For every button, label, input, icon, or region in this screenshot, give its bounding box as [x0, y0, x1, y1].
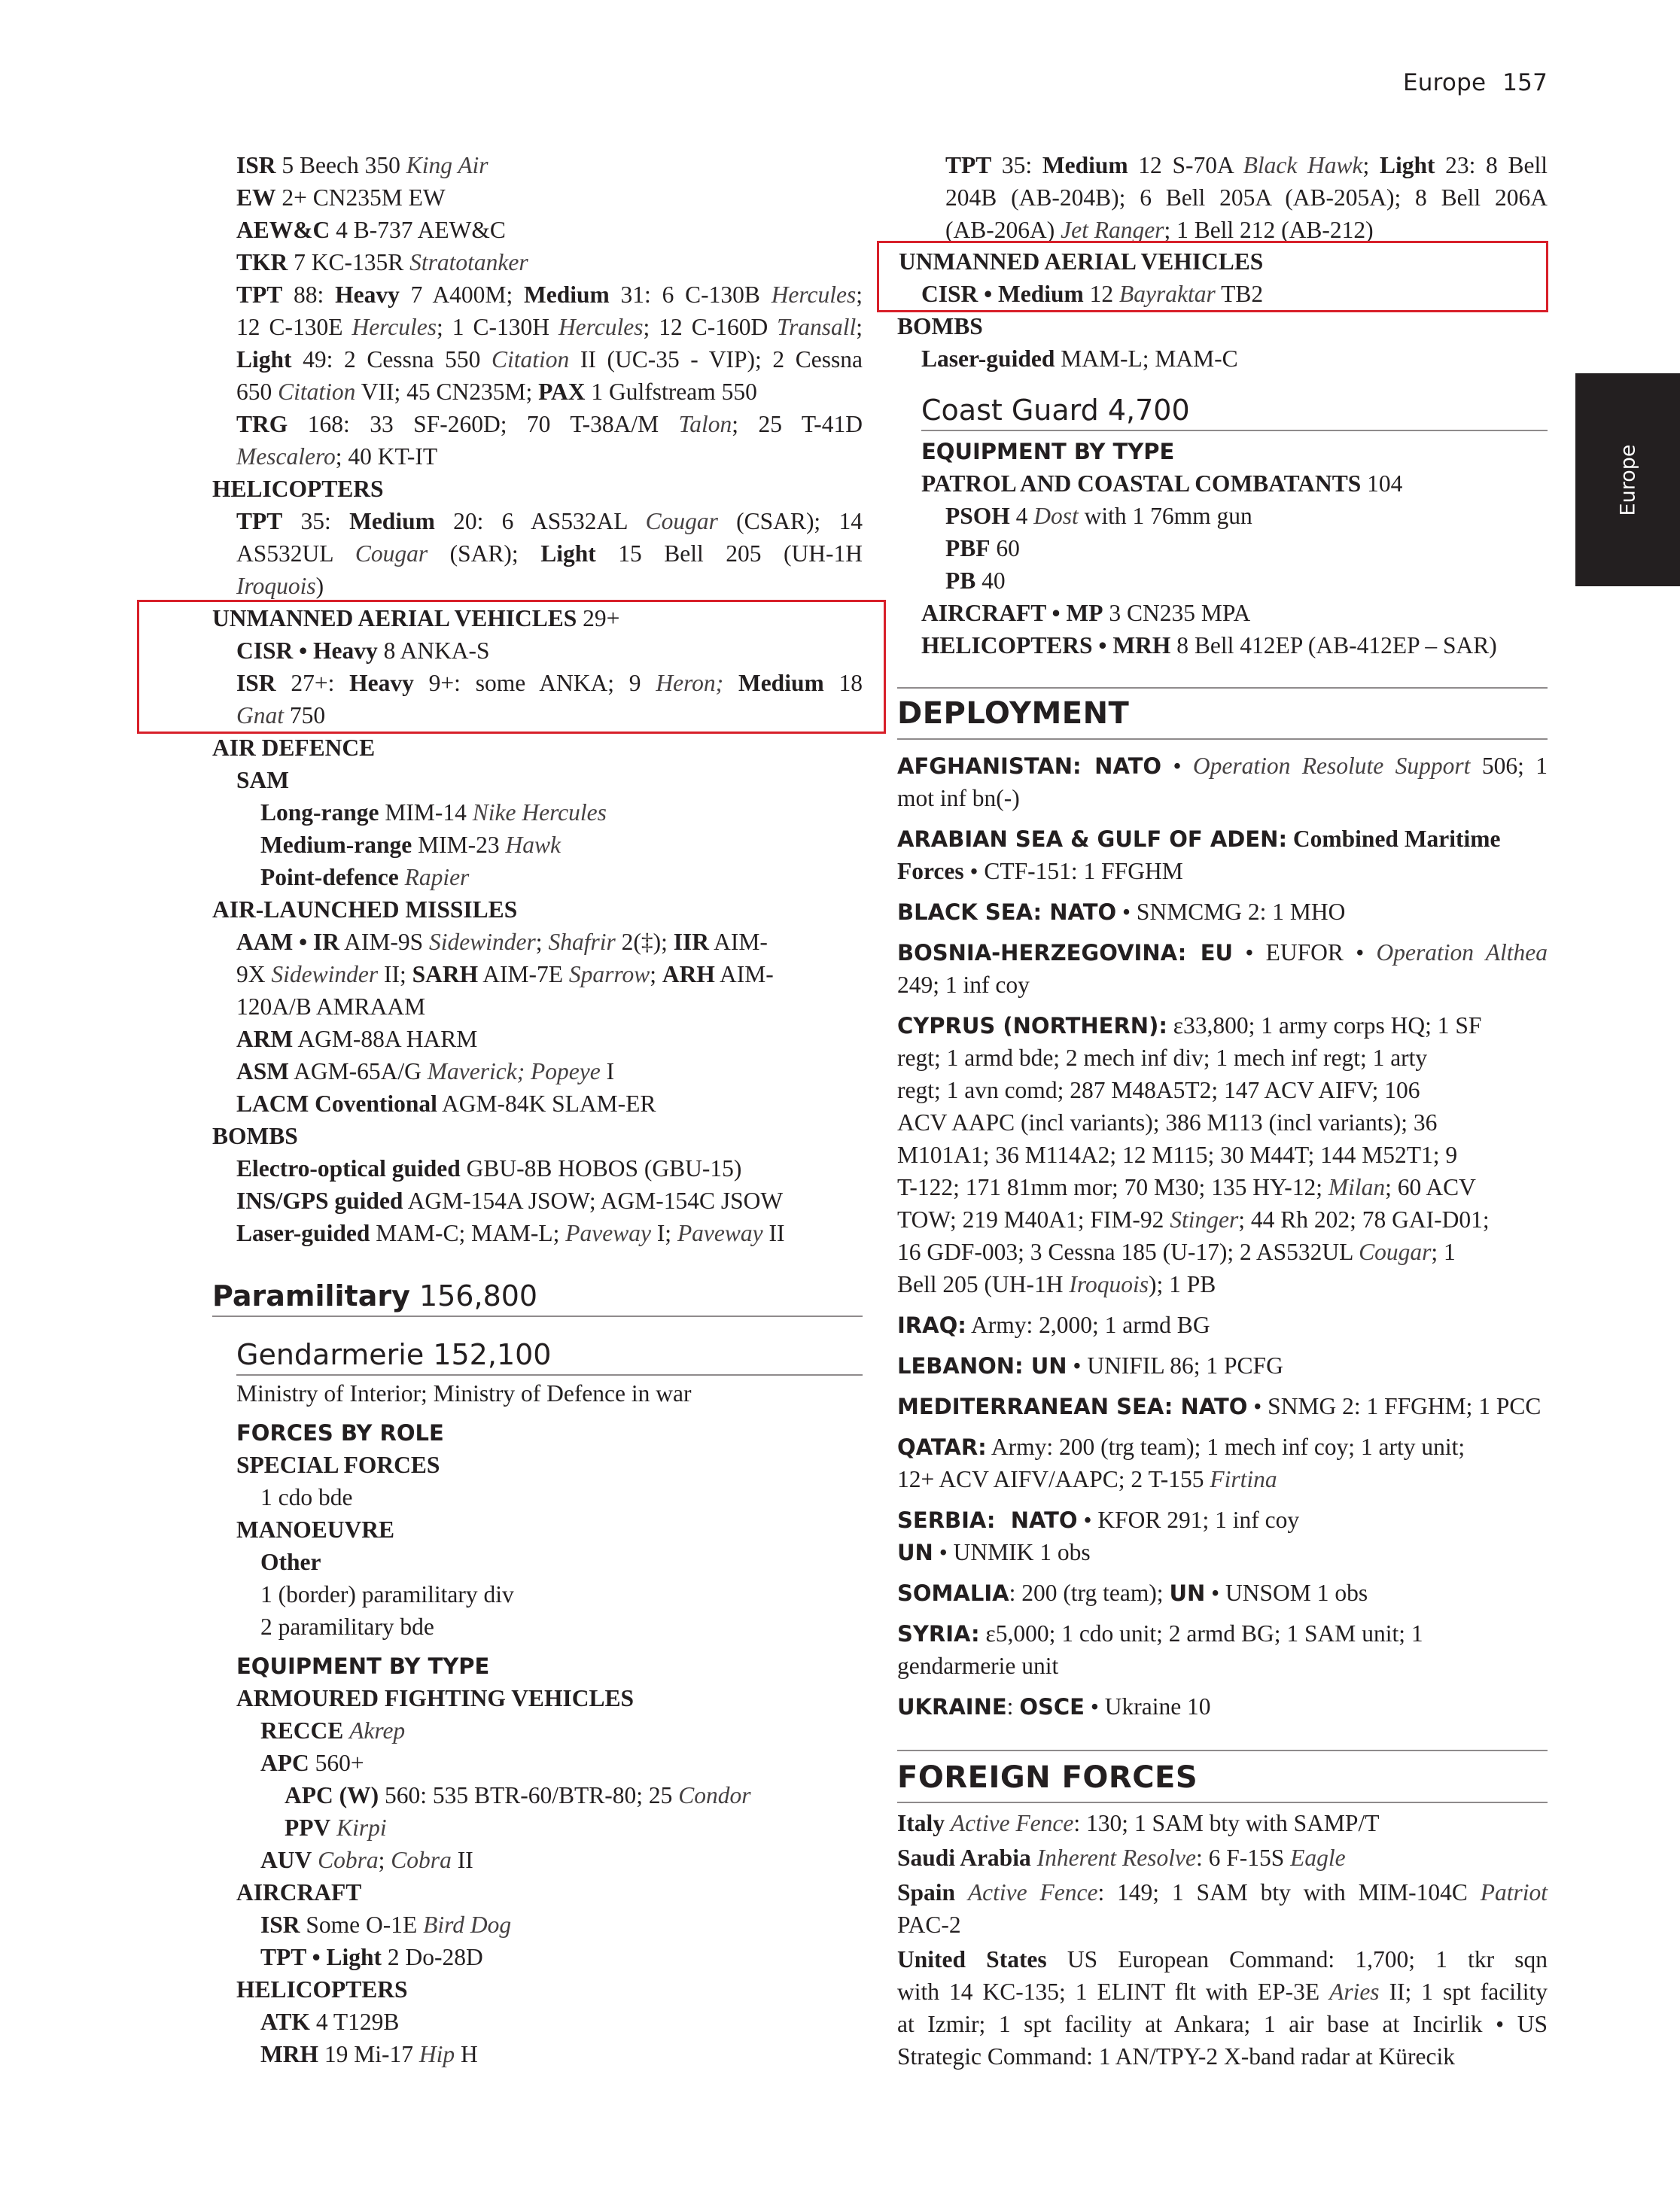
text-line: United States US European Command: 1,700; 1 tkr sqn: [897, 1946, 1548, 1973]
text-line: Italy Active Fence: 130; 1 SAM bty with SAMP/T: [897, 1810, 1380, 1836]
text-line: CISR • Heavy 8 ANKA-S: [236, 637, 490, 664]
sub-heading: ARMOURED FIGHTING VEHICLES: [236, 1685, 634, 1711]
text-line: MEDITERRANEAN SEA: NATO • SNMG 2: 1 FFGHM; 1 PCC: [897, 1393, 1542, 1419]
text-line: Gnat 750: [236, 702, 326, 728]
text-line: BOSNIA-HERZEGOVINA: EU • EUFOR • Operation Althea: [897, 939, 1548, 966]
sub-heading: Other: [260, 1549, 321, 1575]
gendarmerie-heading: Gendarmerie 152,100: [236, 1338, 552, 1371]
section-heading: HELICOPTERS: [212, 476, 384, 502]
page-number: 157: [1502, 69, 1548, 96]
text-line: HELICOPTERS • MRH 8 Bell 412EP (AB-412EP – SAR): [921, 632, 1497, 659]
sub-heading: SAM: [236, 767, 289, 793]
header-section: Europe: [1403, 69, 1487, 96]
text-line: ISR 5 Beech 350 King Air: [236, 152, 488, 178]
text-line: 16 GDF-003; 3 Cessna 185 (U-17); 2 AS532UL Cougar; 1: [897, 1239, 1456, 1265]
text-line: ARABIAN SEA & GULF OF ADEN: Combined Maritime: [897, 826, 1501, 852]
text-line: APC 560+: [260, 1750, 364, 1776]
running-header: [1403, 69, 1548, 96]
text-line: QATAR: Army: 200 (trg team); 1 mech inf coy; 1 arty unit;: [897, 1434, 1465, 1460]
highlight-box-left-uav: [137, 600, 886, 734]
text-line: 1 cdo bde: [260, 1484, 353, 1510]
text-line: Laser-guided MAM-C; MAM-L; Paveway I; Paveway II: [236, 1220, 785, 1246]
text-line: TPT 35: Medium 20: 6 AS532AL Cougar (CSAR); 14: [236, 508, 863, 534]
uav-heading: UNMANNED AERIAL VEHICLES 29+: [212, 605, 620, 631]
uav-heading: UNMANNED AERIAL VEHICLES: [899, 248, 1264, 275]
text-line: UN • UNMIK 1 obs: [897, 1539, 1091, 1565]
sub-heading: EQUIPMENT BY TYPE: [236, 1653, 490, 1679]
text-line: PATROL AND COASTAL COMBATANTS 104: [921, 470, 1403, 497]
rule: [897, 1750, 1548, 1751]
rule: [212, 1316, 863, 1317]
text-line: 120A/B AMRAAM: [236, 993, 426, 1020]
paramilitary-heading: Paramilitary 156,800: [212, 1279, 538, 1313]
text-line: AEW&C 4 B-737 AEW&C: [236, 217, 506, 243]
text-line: PBF 60: [945, 535, 1020, 561]
rule: [921, 430, 1548, 431]
text-line: TPT • Light 2 Do-28D: [260, 1944, 483, 1970]
text-line: ACV AAPC (incl variants); 386 M113 (incl variants); 36: [897, 1109, 1438, 1136]
text-line: LEBANON: UN • UNIFIL 86; 1 PCFG: [897, 1352, 1283, 1379]
text-line: IRAQ: Army: 2,000; 1 armd BG: [897, 1312, 1210, 1338]
sub-heading: SPECIAL FORCES: [236, 1452, 440, 1478]
section-heading: AIR DEFENCE: [212, 735, 376, 761]
sub-heading: AIRCRAFT: [236, 1879, 362, 1906]
text-line: Mescalero; 40 KT-IT: [236, 443, 438, 470]
text-line: ARM AGM-88A HARM: [236, 1026, 478, 1052]
coast-guard-heading: Coast Guard 4,700: [921, 394, 1190, 427]
text-line: AUV Cobra; Cobra II: [260, 1847, 473, 1873]
text-line: Forces • CTF-151: 1 FFGHM: [897, 858, 1183, 884]
text-line: AIRCRAFT • MP 3 CN235 MPA: [921, 600, 1251, 626]
foreign-forces-heading: FOREIGN FORCES: [897, 1760, 1198, 1795]
text-line: Long-range MIM-14 Nike Hercules: [260, 799, 607, 826]
text-line: Saudi Arabia Inherent Resolve: 6 F-15S Eagle: [897, 1845, 1346, 1871]
text-line: PSOH 4 Dost with 1 76mm gun: [945, 503, 1252, 529]
text-line: Light 49: 2 Cessna 550 Citation II (UC-35 - VIP); 2 Cessna: [236, 346, 863, 373]
text-line: mot inf bn(-): [897, 785, 1020, 811]
section-heading: BOMBS: [212, 1123, 298, 1149]
text-line: TRG 168: 33 SF-260D; 70 T-38A/M Talon; 25 T-41D: [236, 411, 863, 437]
text-line: CYPRUS (NORTHERN): ε33,800; 1 army corps HQ; 1 SF: [897, 1012, 1482, 1039]
text-line: 204B (AB-204B); 6 Bell 205A (AB-205A); 8 Bell 206A: [945, 184, 1548, 211]
sub-heading: FORCES BY ROLE: [236, 1420, 444, 1446]
text-line: regt; 1 armd bde; 2 mech inf div; 1 mech inf regt; 1 arty: [897, 1045, 1428, 1071]
text-line: EW 2+ CN235M EW: [236, 184, 446, 211]
text-line: Medium-range MIM-23 Hawk: [260, 832, 561, 858]
text-line: MRH 19 Mi-17 Hip H: [260, 2041, 478, 2067]
text-line: ISR 27+: Heavy 9+: some ANKA; 9 Heron; Medium 18: [236, 670, 863, 696]
text-line: APC (W) 560: 535 BTR-60/BTR-80; 25 Condor: [285, 1782, 751, 1808]
text-line: PAC-2: [897, 1912, 961, 1938]
text-line: LACM Coventional AGM-84K SLAM-ER: [236, 1090, 656, 1117]
text-line: SOMALIA: 200 (trg team); UN • UNSOM 1 obs: [897, 1580, 1368, 1606]
text-line: 650 Citation VII; 45 CN235M; PAX 1 Gulfstream 550: [236, 379, 757, 405]
text-line: ATK 4 T129B: [260, 2009, 400, 2035]
text-line: AS532UL Cougar (SAR); Light 15 Bell 205 (UH-1H: [236, 540, 863, 567]
text-line: TPT 88: Heavy 7 A400M; Medium 31: 6 C-130B Hercules;: [236, 281, 863, 308]
text-line: SERBIA: NATO • KFOR 291; 1 inf coy: [897, 1507, 1300, 1533]
text-line: 9X Sidewinder II; SARH AIM-7E Sparrow; ARH AIM-: [236, 961, 774, 987]
text-line: 249; 1 inf coy: [897, 972, 1030, 998]
text-line: ASM AGM-65A/G Maverick; Popeye I: [236, 1058, 615, 1084]
rule: [897, 738, 1548, 740]
text-line: Bell 205 (UH-1H Iroquois); 1 PB: [897, 1271, 1216, 1297]
rule: [897, 1802, 1548, 1803]
section-heading: BOMBS: [897, 313, 983, 339]
text-line: 12+ ACV AIFV/AAPC; 2 T-155 Firtina: [897, 1466, 1277, 1492]
section-thumb-tab: [1575, 373, 1680, 586]
text-line: Strategic Command: 1 AN/TPY-2 X-band radar at Kürecik: [897, 2043, 1455, 2070]
text-line: AFGHANISTAN: NATO • Operation Resolute Support 506; 1: [897, 753, 1548, 779]
text-line: PB 40: [945, 567, 1006, 594]
text-line: INS/GPS guided AGM-154A JSOW; AGM-154C JSOW: [236, 1188, 784, 1214]
text-line: Laser-guided MAM-L; MAM-C: [921, 345, 1238, 372]
text-line: PPV Kirpi: [285, 1814, 387, 1841]
text-line: T-122; 171 81mm mor; 70 M30; 135 HY-12; Milan; 60 ACV: [897, 1174, 1476, 1200]
sub-heading: EQUIPMENT BY TYPE: [921, 439, 1175, 464]
text-line: with 14 KC-135; 1 ELINT flt with EP-3E Aries II; 1 spt facility: [897, 1979, 1548, 2005]
sub-heading: MANOEUVRE: [236, 1516, 394, 1543]
text-line: 12 C-130E Hercules; 1 C-130H Hercules; 12 C-160D Transall;: [236, 314, 863, 340]
highlight-box-right-uav: [877, 241, 1548, 312]
deployment-heading: DEPLOYMENT: [897, 696, 1130, 731]
rule: [236, 1374, 863, 1376]
text-line: M101A1; 36 M114A2; 12 M115; 30 M44T; 144 M52T1; 9: [897, 1142, 1458, 1168]
sub-heading: HELICOPTERS: [236, 1976, 408, 2003]
text-line: UKRAINE: OSCE • Ukraine 10: [897, 1693, 1211, 1720]
text-line: Spain Active Fence: 149; 1 SAM bty with MIM-104C Patriot: [897, 1879, 1548, 1906]
text-line: Ministry of Interior; Ministry of Defence in war: [236, 1380, 692, 1407]
rule: [897, 687, 1548, 689]
text-line: 2 paramilitary bde: [260, 1614, 434, 1640]
text-line: 1 (border) paramilitary div: [260, 1581, 514, 1608]
text-line: CISR • Medium 12 Bayraktar TB2: [921, 281, 1264, 307]
text-line: ISR Some O-1E Bird Dog: [260, 1912, 512, 1938]
text-line: BLACK SEA: NATO • SNMCMG 2: 1 MHO: [897, 899, 1346, 925]
text-line: Point-defence Rapier: [260, 864, 470, 890]
text-line: TOW; 219 M40A1; FIM-92 Stinger; 44 Rh 202; 78 GAI-D01;: [897, 1206, 1490, 1233]
text-line: AAM • IR AIM-9S Sidewinder; Shafrir 2(‡); IIR AIM-: [236, 929, 768, 955]
text-line: RECCE Akrep: [260, 1717, 406, 1744]
text-line: regt; 1 avn comd; 287 M48A5T2; 147 ACV AIFV; 106: [897, 1077, 1420, 1103]
text-line: at Izmir; 1 spt facility at Ankara; 1 air base at Incirlik • US: [897, 2011, 1548, 2037]
side-tab-label: Europe: [1616, 444, 1639, 516]
text-line: TKR 7 KC-135R Stratotanker: [236, 249, 528, 275]
text-line: (AB-206A) Jet Ranger; 1 Bell 212 (AB-212): [945, 217, 1374, 243]
text-line: SYRIA: ε5,000; 1 cdo unit; 2 armd BG; 1 SAM unit; 1: [897, 1620, 1423, 1647]
text-line: Iroquois): [236, 573, 324, 599]
text-line: gendarmerie unit: [897, 1653, 1059, 1679]
text-line: Electro-optical guided GBU-8B HOBOS (GBU-15): [236, 1155, 742, 1182]
section-heading: AIR-LAUNCHED MISSILES: [212, 896, 518, 923]
text-line: TPT 35: Medium 12 S-70A Black Hawk; Light 23: 8 Bell: [945, 152, 1548, 178]
